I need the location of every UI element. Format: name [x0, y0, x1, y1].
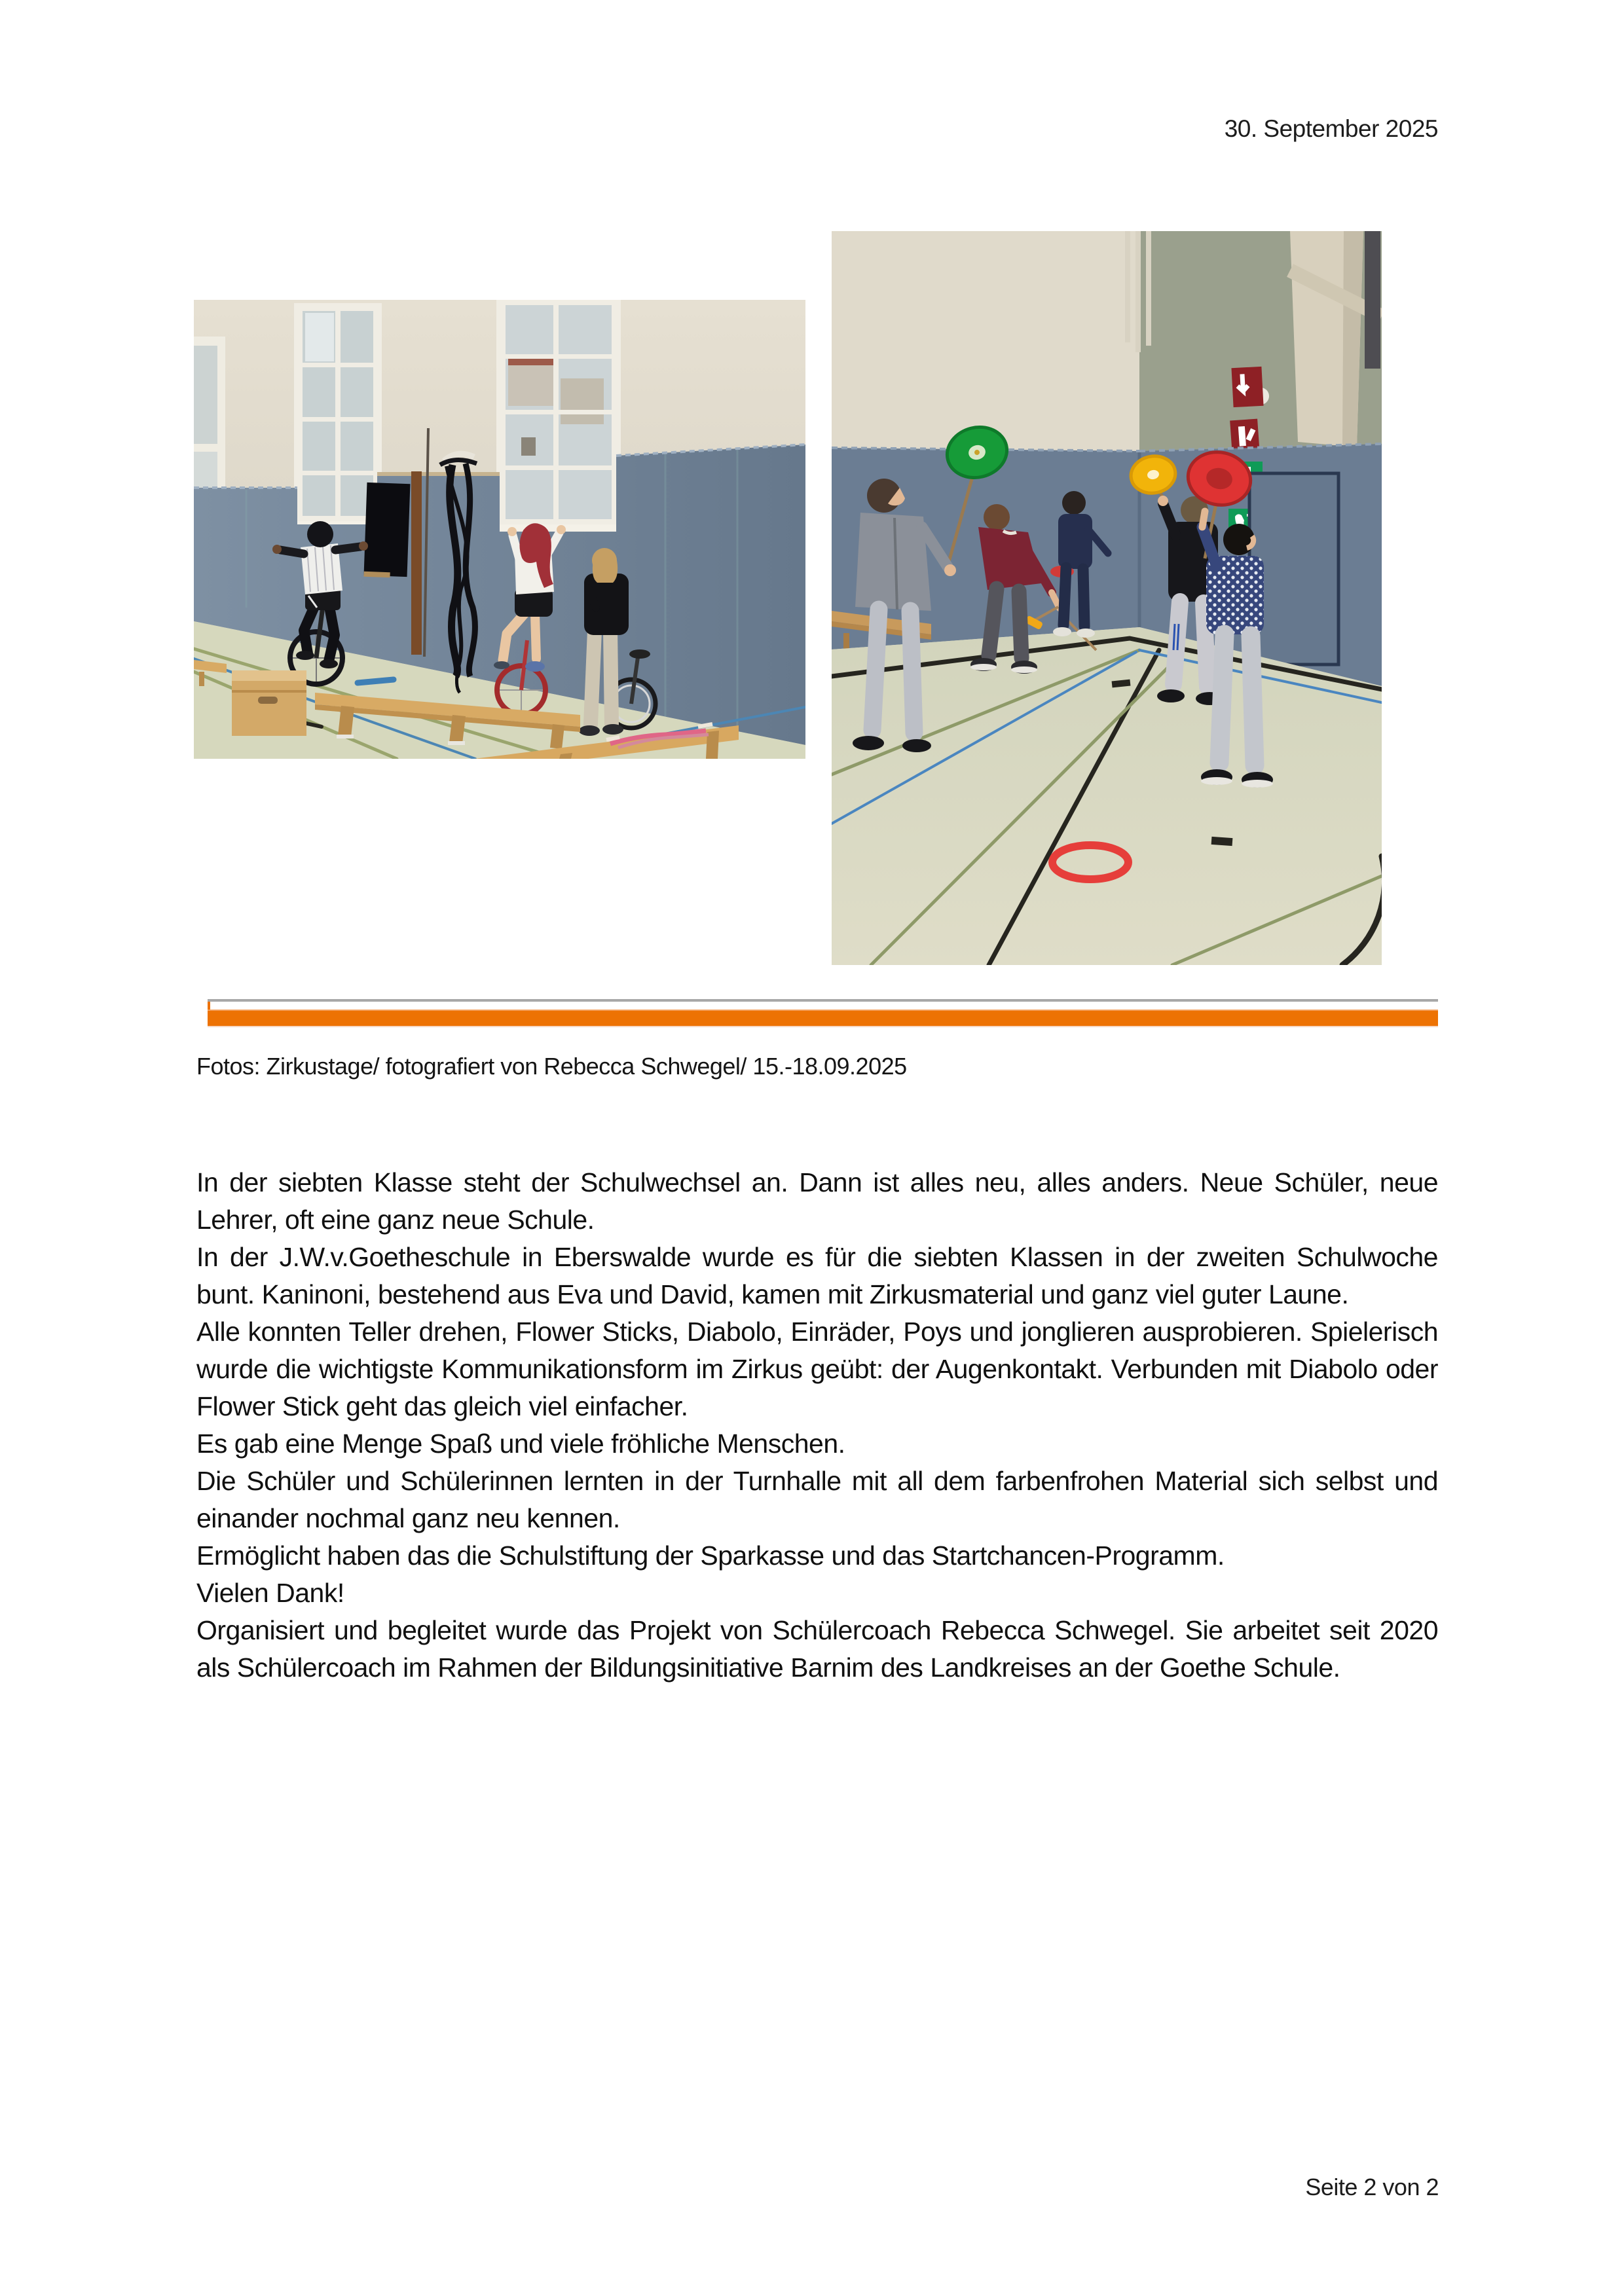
black-board — [364, 483, 411, 577]
pipe — [1365, 231, 1380, 369]
paragraph: Organisiert und begleitet wurde das Projekt von Schülercoach Rebecca Schwegel. Sie arbeitet seit 2020 als Schülercoach im Rahmen der Bildungsinitiative Barnim des Landkreises an der Goethe Schule. — [196, 1615, 1438, 1683]
body-text — [196, 1164, 1438, 1686]
divider-gap — [208, 1002, 1438, 1010]
divider-rule — [208, 999, 1438, 1027]
paragraph: Die Schüler und Schülerinnen lernten in der Turnhalle mit all dem farbenfrohen Material sich selbst und einander nochmal ganz neu kennen. — [196, 1466, 1438, 1533]
photo-plate-spinning — [832, 231, 1382, 965]
photo-unicycles-illustration — [194, 300, 805, 759]
wood-frame — [411, 471, 422, 655]
paragraph: In der siebten Klasse steht der Schulwechsel an. Dann ist alles neu, alles anders. Neue Schüler, neue Lehrer, oft eine ganz neue Schule. — [196, 1167, 1438, 1235]
document-date: 30. September 2025 — [1224, 115, 1438, 142]
divider-orange-bar — [208, 1010, 1438, 1027]
paragraph: Vielen Dank! — [196, 1578, 344, 1608]
photo-unicycles — [194, 300, 805, 759]
vaulting-box — [232, 670, 306, 736]
paragraph: In der J.W.v.Goetheschule in Eberswalde wurde es für die siebten Klassen in der zweiten Schulwoche bunt. Kaninoni, bestehend aus Eva und David, kamen mit Zirkusmaterial und ganz viel guter Laune. — [196, 1242, 1438, 1309]
paragraph: Es gab eine Menge Spaß und viele fröhliche Menschen. — [196, 1429, 845, 1459]
page-number: Seite 2 von 2 — [1305, 2174, 1439, 2200]
photo-caption: Fotos: Zirkustage/ fotografiert von Rebecca Schwegel/ 15.-18.09.2025 — [196, 1053, 907, 1080]
paragraph: Ermöglicht haben das die Schulstiftung der Sparkasse und das Startchancen-Programm. — [196, 1540, 1225, 1571]
window — [491, 300, 626, 532]
photo-plate-spinning-illustration — [832, 231, 1382, 965]
paragraph: Alle konnten Teller drehen, Flower Sticks, Diabolo, Einräder, Poys und jonglieren ausprobieren. Spielerisch wurde die wichtigste Kommunikationsform im Zirkus geübt: der Augenkontakt. Verbunden mit Diabolo oder Flower Stick geht das gleich viel einfacher. — [196, 1317, 1438, 1421]
